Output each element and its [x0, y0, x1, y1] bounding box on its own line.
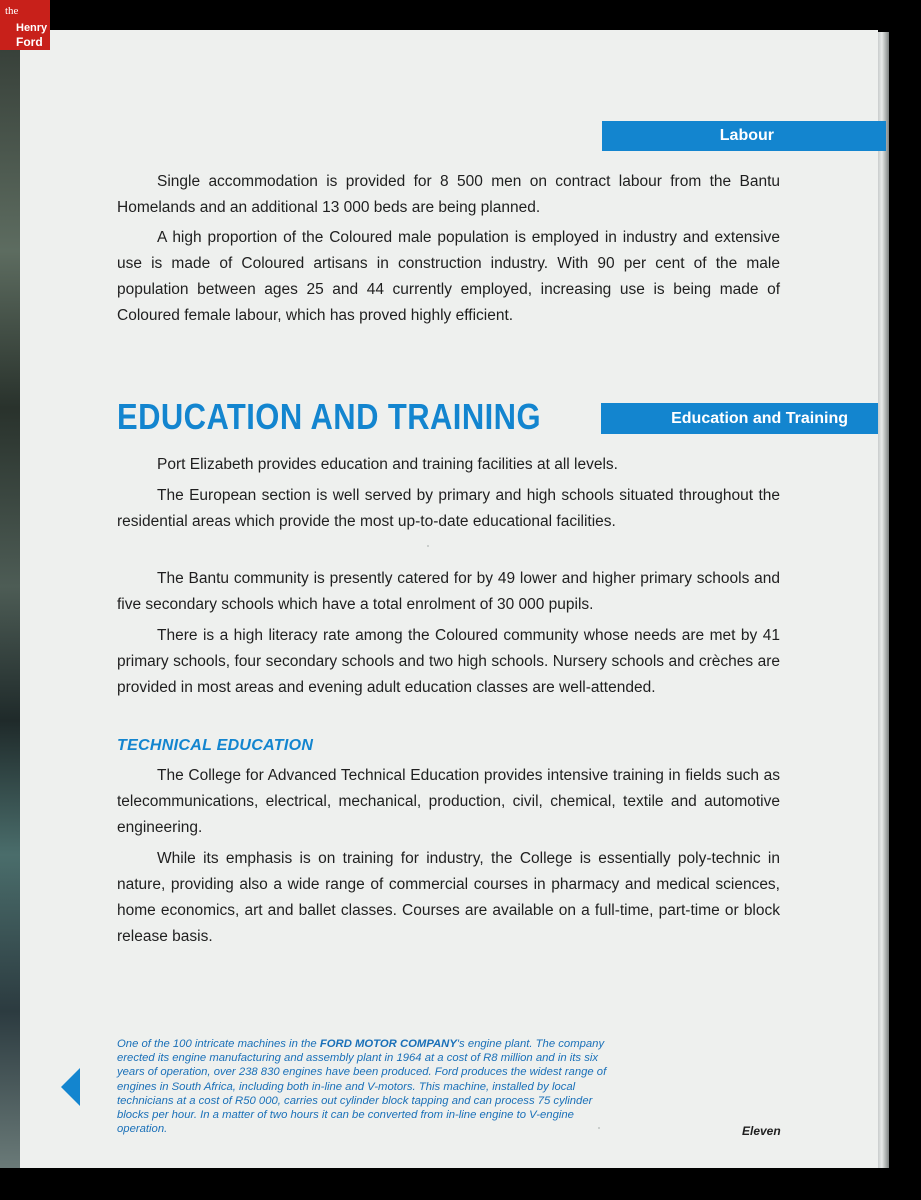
technical-paragraph: The College for Advanced Technical Education provides intensive training in fields such as telecommunications, electrical, mechanical, production, civil, chemical, textile and automotive engineering. [117, 767, 780, 836]
caption-text-rest: 's engine plant. The company erected its engine manufacturing and assembly plant in 1964 at a cost of R8 million and in its six years of operation, over 238 830 engines have been produced. Ford produces the widest range of engines in South Africa, including both in-line and V-motors. This machine, installed by local technicians at a cost of R50 000, carries out cylinder block tapping and can process 75 cylinder blocks per hour. In a matter of two hours it can be converted from in-line engine to V-engine operation. [117, 1038, 607, 1136]
logo-line-1: the [5, 5, 19, 17]
logo-line-3: Ford [16, 35, 43, 49]
print-speck [427, 545, 429, 547]
print-speck [598, 1127, 600, 1129]
section-tab-education: Education and Training [601, 403, 878, 434]
labour-paragraph: A high proportion of the Coloured male population is employed in industry and extensive use is made of Coloured artisans in construction industry. With 90 per cent of the male population between ages 25 and 44 currently employed, increasing use is being made of Coloured female labour, which has proved highly efficient. [117, 229, 780, 324]
section-heading: EDUCATION AND TRAINING [117, 396, 541, 437]
labour-paragraph: Single accommodation is provided for 8 500 men on contract labour from the Bantu Homelands and an additional 13 000 beds are being planned. [117, 173, 780, 216]
previous-page-arrow-icon [61, 1068, 80, 1106]
page-edge [878, 32, 889, 1168]
education-paragraph: The Bantu community is presently catered for by 49 lower and higher primary schools and five secondary schools which have a total enrolment of 30 000 pupils. [117, 570, 780, 613]
henry-ford-logo [0, 0, 50, 50]
logo-line-2: Henry [16, 22, 48, 34]
page-number: Eleven [742, 1124, 781, 1138]
technical-education-heading: TECHNICAL EDUCATION [117, 737, 314, 754]
section-tab-labour: Labour [602, 121, 886, 151]
caption-text-start: One of the 100 intricate machines in the [117, 1038, 320, 1050]
photo-caption [117, 1037, 617, 1136]
caption-company-name: FORD MOTOR COMPANY [319, 1038, 457, 1050]
facing-page-photo-edge [0, 50, 20, 1168]
education-paragraph: Port Elizabeth provides education and training facilities at all levels. [157, 456, 618, 473]
technical-paragraph: While its emphasis is on training for industry, the College is essentially poly-technic in nature, providing also a wide range of commercial courses in pharmacy and medical sciences, home economics, art and ballet classes. Courses are available on a full-time, part-time or block release basis. [117, 850, 780, 945]
education-paragraph: There is a high literacy rate among the Coloured community whose needs are met by 41 primary schools, four secondary schools and two high schools. Nursery schools and crèches are provided in most areas and evening adult education classes are well-attended. [117, 627, 780, 696]
education-paragraph: The European section is well served by primary and high schools situated throughout the residential areas which provide the most up-to-date educational facilities. [117, 487, 780, 530]
